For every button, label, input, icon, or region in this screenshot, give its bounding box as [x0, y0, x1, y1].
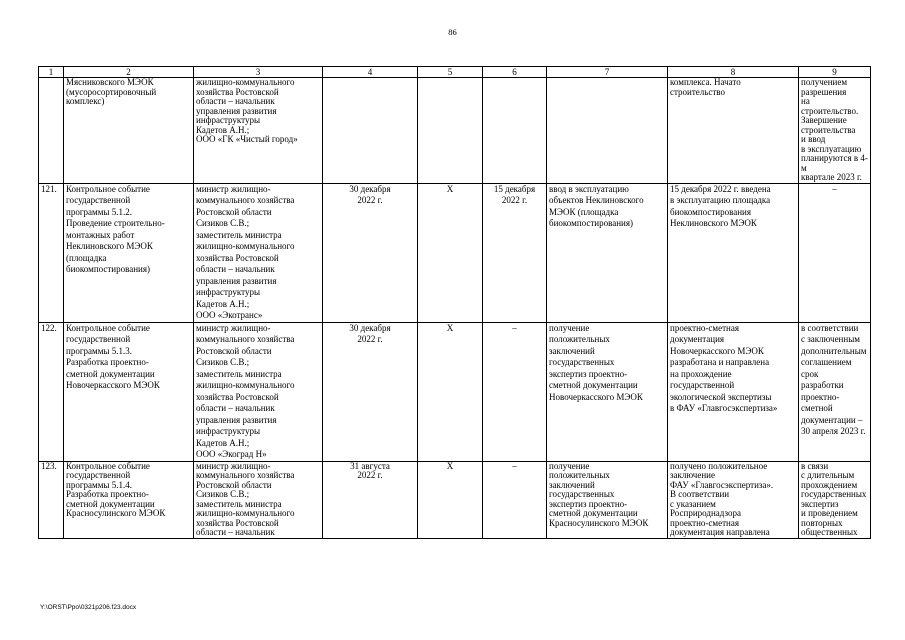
- header-cell: 3: [194, 67, 323, 78]
- event-name: Контрольное событие государственной программы 5.1.4. Разработка проектно- сметной документации Красносулинского МЭОК: [64, 461, 194, 538]
- col-5: Х: [418, 461, 483, 538]
- header-cell: 2: [64, 67, 194, 78]
- page-number: 86: [448, 27, 457, 37]
- header-cell: 4: [323, 67, 418, 78]
- planned-date: 31 августа 2022 г.: [323, 461, 418, 538]
- footer-file-path: Y:\ORST\Ppo\0321p206.f23.docx: [40, 604, 137, 611]
- actual-date: –: [483, 461, 547, 538]
- table-row: [39, 322, 871, 461]
- responsible: министр жилищно- коммунального хозяйства Ростовской области Сизиков С.В.; заместитель министра жилищно-коммунального хозяйства Ростовской области – начальник управления развития инфраструктуры Кадетов А.Н.; ООО «Экоград Н»: [194, 322, 323, 461]
- report-table: [38, 66, 871, 539]
- expected-result: получение положительных заключений государственных экспертиз проектно- сметной документации Новочеркасского МЭОК: [547, 322, 668, 461]
- event-name: Контрольное событие государственной программы 5.1.2. Проведение строительно- монтажных работ Неклиновского МЭОК (площадка биокомпостирования): [64, 183, 194, 322]
- row-number: 123.: [39, 461, 64, 538]
- row-number: 122.: [39, 322, 64, 461]
- planned-date: [323, 78, 418, 184]
- responsible: министр жилищно- коммунального хозяйства Ростовской области Сизиков С.В.; заместитель министра жилищно-коммунального хозяйства Ростовской области – начальник управления развития инфраструктуры Кадетов А.Н.; ООО «Экотранс»: [194, 183, 323, 322]
- planned-date: 30 декабря 2022 г.: [323, 322, 418, 461]
- responsible: жилищно-коммунального хозяйства Ростовской области – начальник управления развития инфраструктуры Кадетов А.Н.; ООО «ГК «Чистый город»: [194, 78, 323, 184]
- notes: в связи с длительным прохождением государственных экспертиз и проведением повторных общественных: [799, 461, 871, 538]
- header-cell: 8: [668, 67, 799, 78]
- expected-result: [547, 78, 668, 184]
- header-cell: 6: [483, 67, 547, 78]
- actual-result: проектно-сметная документация Новочеркасского МЭОК разработана и направлена на прохождение государственной экологической экспертизы в ФАУ «Главгосэкспертиза»: [668, 322, 799, 461]
- actual-result: комплекса. Начато строительство: [668, 78, 799, 184]
- col-5: Х: [418, 322, 483, 461]
- header-cell: 5: [418, 67, 483, 78]
- table-row: [39, 461, 871, 538]
- actual-date: –: [483, 322, 547, 461]
- notes: получением разрешения на строительство. Завершение строительства и ввод в эксплуатацию планируются в 4-м квартале 2023 г.: [799, 78, 871, 184]
- expected-result: получение положительных заключений государственных экспертиз проектно- сметной документации Красносулинского МЭОК: [547, 461, 668, 538]
- header-cell: 7: [547, 67, 668, 78]
- row-number: 121.: [39, 183, 64, 322]
- event-name: Контрольное событие государственной программы 5.1.3. Разработка проектно- сметной документации Новочеркасского МЭОК: [64, 322, 194, 461]
- row-number: [39, 78, 64, 184]
- table-row: [39, 78, 871, 184]
- header-cell: 1: [39, 67, 64, 78]
- actual-result: 15 декабря 2022 г. введена в эксплуатацию площадка биокомпостирования Неклиновского МЭОК: [668, 183, 799, 322]
- expected-result: ввод в эксплуатацию объектов Неклиновского МЭОК (площадка биокомпостирования): [547, 183, 668, 322]
- table-row: [39, 183, 871, 322]
- actual-date: [483, 78, 547, 184]
- event-name: Мясниковского МЭОК (мусоросортировочный комплекс): [64, 78, 194, 184]
- col-5: Х: [418, 183, 483, 322]
- header-cell: 9: [799, 67, 871, 78]
- planned-date: 30 декабря 2022 г.: [323, 183, 418, 322]
- col-5: [418, 78, 483, 184]
- responsible: министр жилищно- коммунального хозяйства Ростовской области Сизиков С.В.; заместитель министра жилищно-коммунального хозяйства Ростовской области – начальник: [194, 461, 323, 538]
- notes: –: [799, 183, 871, 322]
- header-row: [39, 67, 871, 78]
- actual-date: 15 декабря 2022 г.: [483, 183, 547, 322]
- notes: в соответствии с заключенным дополнительным соглашением срок разработки проектно-сметной документации – 30 апреля 2023 г.: [799, 322, 871, 461]
- actual-result: получено положительное заключение ФАУ «Главгосэкспертиза». В соответствии с указанием Росприроднадзора проектно-сметная документация направлена: [668, 461, 799, 538]
